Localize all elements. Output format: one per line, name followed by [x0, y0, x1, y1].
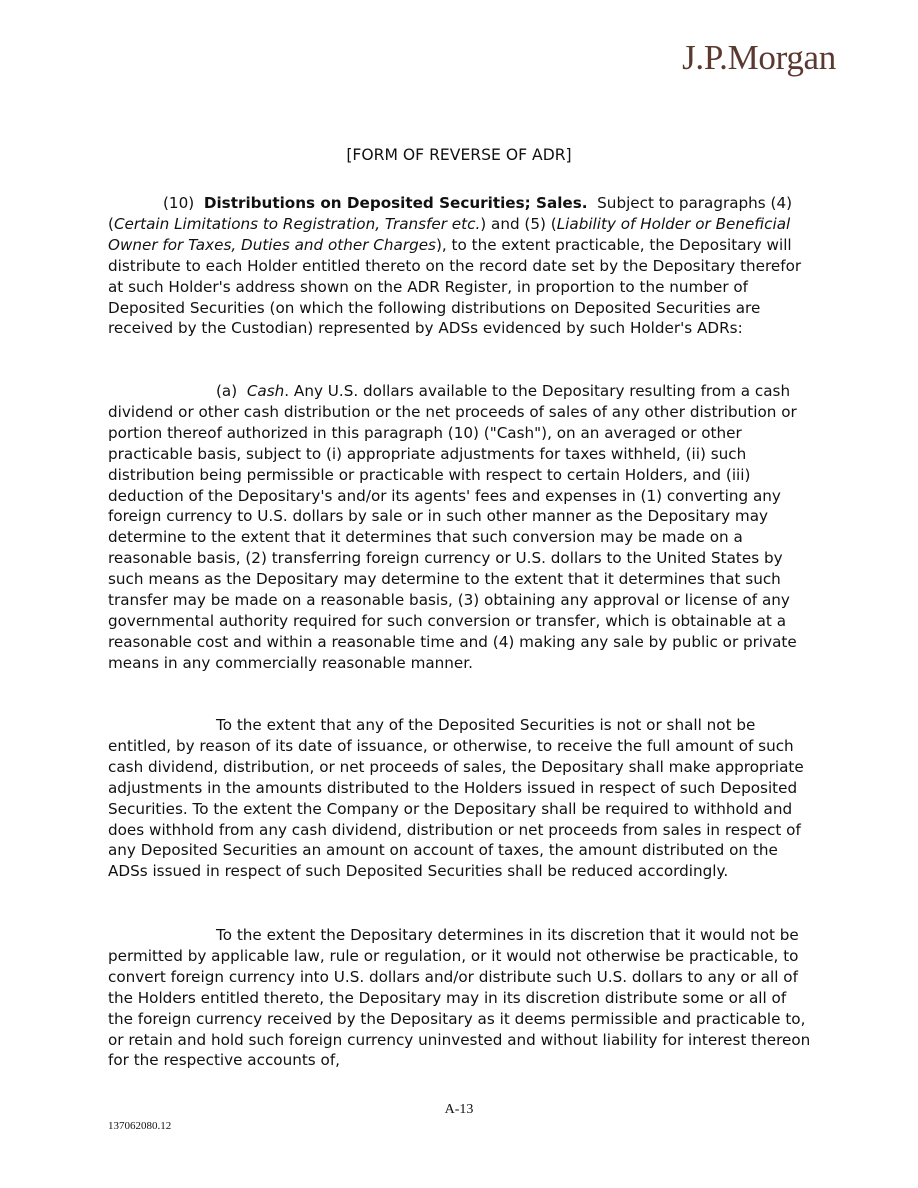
section-number: (10)	[163, 194, 195, 212]
discretion-paragraph: To the extent the Depositary determines in its discretion that it would not be permitted by applicable law, rule or regulation, or it would not otherwise be practicable, to convert foreign currency into U.S. dollars and/or distribute such U.S. dollars to any or all of the Holders entitled thereto, the Depositary may in its discretion distribute some or all of the foreign currency received by the Depositary as it deems permissible and practicable to, or retain and hold such foreign currency uninvested and without liability for interest thereon for the respective accounts of,	[108, 926, 811, 1070]
section-text-b: ) and (5) (	[480, 214, 557, 233]
document-title: [FORM OF REVERSE OF ADR]	[346, 146, 572, 164]
section-text-a: Subject to paragraphs (4) (	[108, 194, 793, 233]
document-id: 137062080.12	[108, 1120, 172, 1132]
section-10-paragraph	[108, 193, 813, 339]
paragraph-4-reference: Certain Limitations to Registration, Transfer etc.	[113, 214, 481, 233]
paragraph-5-reference: Liability of Holder or Beneficial Owner for Taxes, Duties and other Charges	[108, 214, 791, 254]
cash-heading: Cash	[246, 382, 285, 400]
cash-label: (a)	[216, 382, 238, 400]
section-text-c: ), to the extent practicable, the Depositary will distribute to each Holder entitled thereto on the record date set by the Depositary therefor at such Holder's address shown on the ADR Register, in proportion to the number of Deposited Securities (on which the following distributions on Deposited Securities are received by the Custodian) represented by ADSs evidenced by such Holder's ADRs:	[108, 235, 802, 338]
jpmorgan-logo: J.P.Morgan	[682, 38, 836, 77]
section-heading: Distributions on Deposited Securities; Sales.	[203, 194, 588, 212]
adjustments-paragraph: To the extent that any of the Deposited Securities is not or shall not be entitled, by reason of its date of issuance, or otherwise, to receive the full amount of such cash dividend, distribution, or net proceeds of sales, the Depositary shall make appropriate adjustments in the amounts distributed to the Holders issued in respect of such Deposited Securities. To the extent the Company or the Depositary shall be required to withhold and does withhold from any cash dividend, distribution or net proceeds from sales in respect of any Deposited Securities an amount on account of taxes, the amount distributed on the ADSs issued in respect of such Deposited Securities shall be reduced accordingly.	[108, 716, 804, 881]
cash-paragraph	[108, 381, 813, 674]
page-number: A-13	[444, 1102, 474, 1117]
cash-text: . Any U.S. dollars available to the Depositary resulting from a cash dividend or other cash distribution or the net proceeds of sales of any other distribution or portion thereof authorized in this paragraph (10) ("Cash"), on an averaged or other practicable basis, subject to (i) appropriate adjustments for taxes withheld, (ii) such distribution being permissible or practicable with respect to certain Holders, and (iii) deduction of the Depositary's and/or its agents' fees and expenses in (1) converting any foreign currency to U.S. dollars by sale or in such other manner as the Depositary may determine to the extent that it determines that such conversion may be made on a reasonable basis, (2) transferring foreign currency or U.S. dollars to the United States by such means as the Depositary may determine to the extent that it determines that such transfer may be made on a reasonable basis, (3) obtaining any approval or license of any governmental authority required for such conversion or transfer, which is obtainable at a reasonable cost and within a reasonable time and (4) making any sale by public or private means in any commercially reasonable manner.	[108, 382, 797, 672]
